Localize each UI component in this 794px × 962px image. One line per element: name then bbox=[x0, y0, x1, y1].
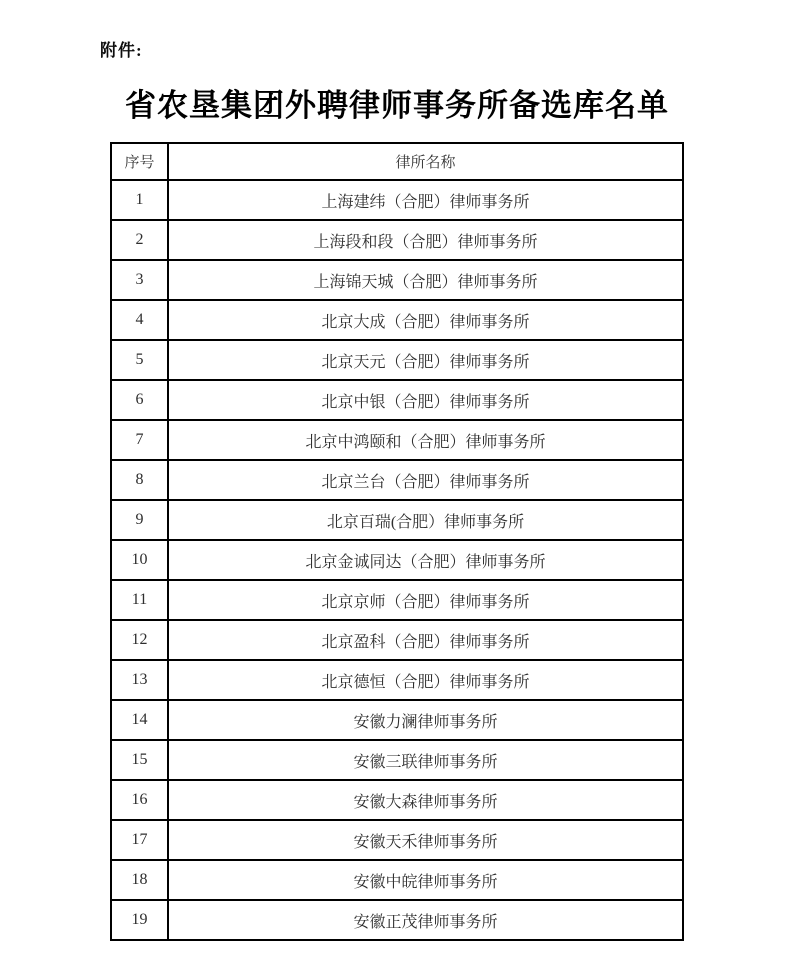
row-number: 7 bbox=[111, 420, 168, 460]
table-row bbox=[111, 180, 683, 220]
law-firm-name: 安徽正茂律师事务所 bbox=[168, 900, 683, 940]
law-firm-name: 安徽力澜律师事务所 bbox=[168, 700, 683, 740]
table-row bbox=[111, 620, 683, 660]
law-firm-name: 北京京师（合肥）律师事务所 bbox=[168, 580, 683, 620]
law-firm-name: 北京大成（合肥）律师事务所 bbox=[168, 300, 683, 340]
table-row bbox=[111, 660, 683, 700]
table-row bbox=[111, 420, 683, 460]
column-header-firm-name: 律所名称 bbox=[168, 143, 683, 180]
table-row bbox=[111, 700, 683, 740]
row-number: 5 bbox=[111, 340, 168, 380]
row-number: 12 bbox=[111, 620, 168, 660]
table-row bbox=[111, 900, 683, 940]
law-firm-name: 北京金诚同达（合肥）律师事务所 bbox=[168, 540, 683, 580]
law-firm-name: 北京中鸿颐和（合肥）律师事务所 bbox=[168, 420, 683, 460]
row-number: 4 bbox=[111, 300, 168, 340]
row-number: 1 bbox=[111, 180, 168, 220]
table-row bbox=[111, 580, 683, 620]
table-row bbox=[111, 460, 683, 500]
law-firm-name: 安徽中皖律师事务所 bbox=[168, 860, 683, 900]
table-row bbox=[111, 540, 683, 580]
law-firm-name: 北京盈科（合肥）律师事务所 bbox=[168, 620, 683, 660]
row-number: 19 bbox=[111, 900, 168, 940]
law-firm-name: 北京百瑞(合肥）律师事务所 bbox=[168, 500, 683, 540]
row-number: 10 bbox=[111, 540, 168, 580]
row-number: 9 bbox=[111, 500, 168, 540]
row-number: 15 bbox=[111, 740, 168, 780]
law-firm-name: 北京德恒（合肥）律师事务所 bbox=[168, 660, 683, 700]
law-firm-name: 安徽三联律师事务所 bbox=[168, 740, 683, 780]
table-row bbox=[111, 220, 683, 260]
column-header-number: 序号 bbox=[111, 143, 168, 180]
attachment-label: 附件: bbox=[100, 41, 143, 60]
law-firm-name: 安徽大森律师事务所 bbox=[168, 780, 683, 820]
table-row bbox=[111, 860, 683, 900]
table-row bbox=[111, 300, 683, 340]
row-number: 2 bbox=[111, 220, 168, 260]
law-firm-name: 上海建纬（合肥）律师事务所 bbox=[168, 180, 683, 220]
law-firm-table bbox=[110, 142, 684, 941]
table-header-row bbox=[111, 143, 683, 180]
law-firm-name: 北京天元（合肥）律师事务所 bbox=[168, 340, 683, 380]
law-firm-name: 安徽天禾律师事务所 bbox=[168, 820, 683, 860]
row-number: 13 bbox=[111, 660, 168, 700]
row-number: 11 bbox=[111, 580, 168, 620]
table-row bbox=[111, 740, 683, 780]
row-number: 6 bbox=[111, 380, 168, 420]
row-number: 14 bbox=[111, 700, 168, 740]
table-row bbox=[111, 820, 683, 860]
page-title: 省农垦集团外聘律师事务所备选库名单 bbox=[125, 88, 669, 123]
row-number: 3 bbox=[111, 260, 168, 300]
row-number: 16 bbox=[111, 780, 168, 820]
row-number: 17 bbox=[111, 820, 168, 860]
law-firm-name: 上海锦天城（合肥）律师事务所 bbox=[168, 260, 683, 300]
row-number: 18 bbox=[111, 860, 168, 900]
table-row bbox=[111, 380, 683, 420]
table-row bbox=[111, 340, 683, 380]
law-firm-name: 北京兰台（合肥）律师事务所 bbox=[168, 460, 683, 500]
row-number: 8 bbox=[111, 460, 168, 500]
law-firm-name: 上海段和段（合肥）律师事务所 bbox=[168, 220, 683, 260]
table-body bbox=[111, 180, 683, 940]
law-firm-name: 北京中银（合肥）律师事务所 bbox=[168, 380, 683, 420]
table-row bbox=[111, 500, 683, 540]
table-row bbox=[111, 260, 683, 300]
table-row bbox=[111, 780, 683, 820]
